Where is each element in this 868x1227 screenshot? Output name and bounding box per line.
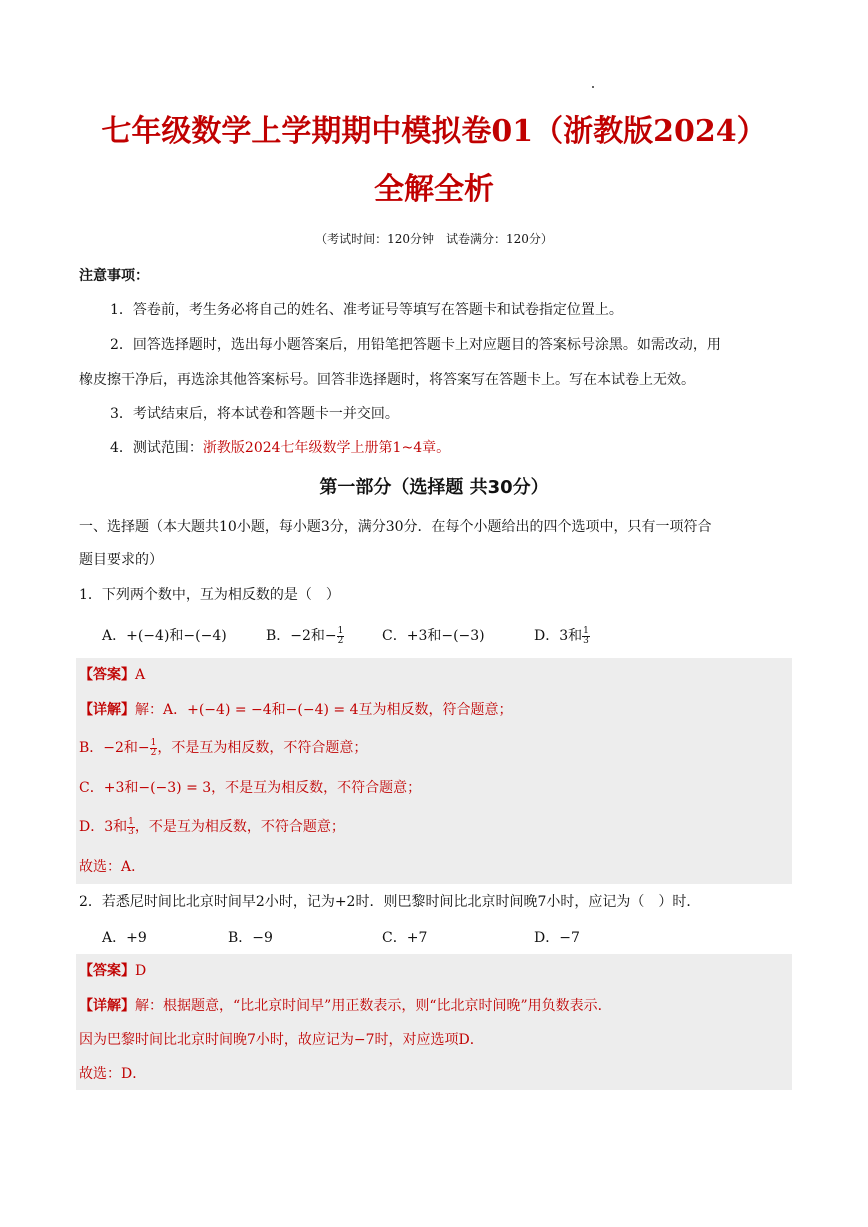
part1-heading: 第一部分（选择题 共30分） bbox=[319, 477, 549, 498]
fraction: $\frac{1}{3}$ bbox=[128, 816, 134, 837]
note-item-1: 1．答卷前，考生务必将自己的姓名、准考证号等填写在答题卡和试卷指定位置上。 bbox=[110, 302, 623, 318]
q2-answer: 【答案】D bbox=[79, 963, 147, 979]
question-1-stem: 1．下列两个数中，互为相反数的是（ ） bbox=[79, 587, 340, 603]
q2-option-b: B．−9 bbox=[228, 930, 273, 946]
note-item-2b: 橡皮擦干净后，再选涂其他答案标号。回答非选择题时，将答案写在答题卡上。写在本试卷上无效。 bbox=[79, 372, 695, 388]
note-item-2a: 2．回答选择题时，选出每小题答案后，用铅笔把答题卡上对应题目的答案标号涂黑。如需改动，用 bbox=[110, 337, 721, 353]
section-instruction-b: 题目要求的） bbox=[79, 552, 163, 568]
fraction: $\frac{1}{2}$ bbox=[337, 625, 344, 646]
q1-detail-3: C．+3和−(−3) = 3，不是互为相反数，不符合题意； bbox=[79, 780, 422, 796]
q1-detail-4: D．3和 $\frac{1}{3}$ ，不是互为相反数，不符合题意； bbox=[79, 816, 345, 837]
notes-heading: 注意事项： bbox=[79, 268, 149, 284]
q1-option-b: B．−2和− $\frac{1}{2}$ bbox=[266, 625, 344, 646]
q2-option-d: D．−7 bbox=[534, 930, 580, 946]
page-title: 七年级数学上学期期中模拟卷01（浙教版2024） bbox=[101, 114, 767, 149]
q2-detail-1: 【详解】解：根据题意，“比北京时间早”用正数表示，则“比北京时间晚”用负数表示． bbox=[79, 998, 612, 1014]
q1-detail-1: 【详解】解：A．+(−4) = −4和−(−4) = 4互为相反数，符合题意； bbox=[79, 702, 513, 718]
q1-detail-2: B．−2和− $\frac{1}{2}$ ，不是互为相反数，不符合题意； bbox=[79, 737, 368, 758]
q2-option-c: C．+7 bbox=[382, 930, 428, 946]
q1-answer: 【答案】A bbox=[79, 667, 146, 683]
note-item-4-prefix: 4．测试范围： bbox=[110, 440, 203, 456]
note-item-3: 3．考试结束后，将本试卷和答题卡一并交回。 bbox=[110, 406, 399, 422]
answer-box-2 bbox=[76, 954, 792, 1090]
q1-option-d: D．3和 $\frac{1}{3}$ bbox=[534, 625, 589, 646]
fraction: $\frac{1}{2}$ bbox=[150, 737, 157, 758]
answer-box-1 bbox=[76, 658, 792, 884]
q2-option-a: A．+9 bbox=[102, 930, 147, 946]
q1-option-c: C．+3和−(−3) bbox=[382, 628, 485, 644]
q2-conclusion: 故选：D． bbox=[79, 1066, 147, 1082]
page-mark bbox=[592, 86, 594, 88]
exam-info: （考试时间：120分钟 试卷满分：120分） bbox=[315, 232, 553, 246]
section-instruction-a: 一、选择题（本大题共10小题，每小题3分，满分30分．在每个小题给出的四个选项中，只有一项符合 bbox=[79, 519, 712, 535]
fraction: $\frac{1}{3}$ bbox=[583, 625, 589, 646]
q1-option-a: A．+(−4)和−(−4) bbox=[102, 628, 227, 644]
note-item-4 bbox=[110, 438, 450, 458]
test-range: 浙教版2024七年级数学上册第1~4章。 bbox=[202, 440, 451, 456]
q2-detail-2: 因为巴黎时间比北京时间晚7小时，故应记为−7时，对应选项D． bbox=[79, 1032, 484, 1048]
question-2-stem: 2．若悉尼时间比北京时间早2小时，记为+2时．则巴黎时间比北京时间晚7小时，应记为（ ）时． bbox=[79, 894, 701, 910]
q1-conclusion: 故选：A． bbox=[79, 859, 146, 875]
page-subtitle: 全解全析 bbox=[374, 172, 494, 207]
